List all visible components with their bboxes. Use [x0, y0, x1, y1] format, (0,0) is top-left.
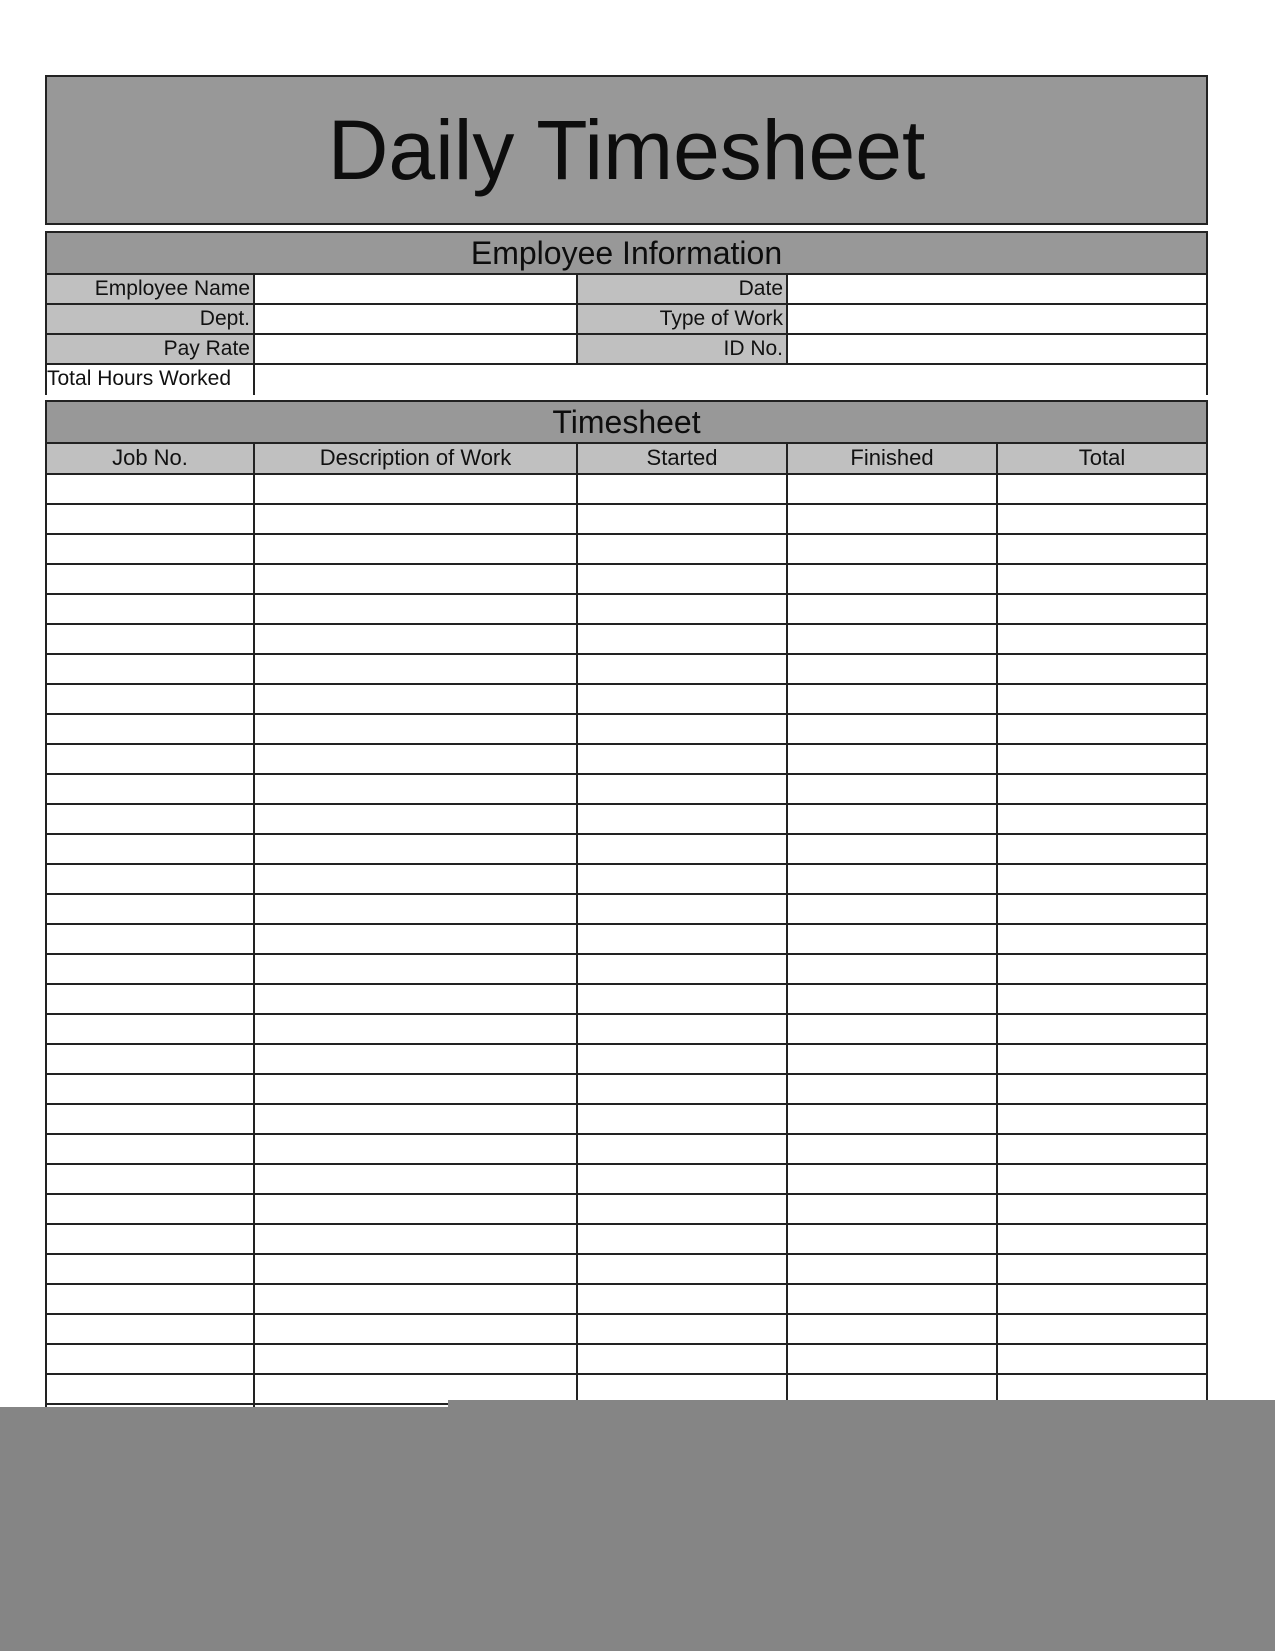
started-cell[interactable]	[578, 1255, 788, 1283]
table-row	[47, 1195, 1206, 1225]
table-row	[47, 1345, 1206, 1375]
finished-cell[interactable]	[788, 1075, 998, 1103]
total-cell[interactable]	[998, 745, 1206, 773]
finished-cell[interactable]	[788, 595, 998, 623]
finished-cell[interactable]	[788, 1375, 998, 1403]
job-no-cell[interactable]	[47, 715, 255, 743]
total-cell[interactable]	[998, 835, 1206, 863]
total-cell[interactable]	[998, 1345, 1206, 1373]
started-cell[interactable]	[578, 505, 788, 533]
job-no-cell[interactable]	[47, 955, 255, 983]
description-cell[interactable]	[255, 565, 578, 593]
job-no-cell[interactable]	[47, 685, 255, 713]
job-no-cell[interactable]	[47, 475, 255, 503]
total-cell[interactable]	[998, 535, 1206, 563]
table-row	[47, 595, 1206, 625]
started-cell[interactable]	[578, 1075, 788, 1103]
started-cell[interactable]	[578, 745, 788, 773]
description-cell[interactable]	[255, 895, 578, 923]
started-cell[interactable]	[578, 685, 788, 713]
job-no-cell[interactable]	[47, 1255, 255, 1283]
total-cell[interactable]	[998, 475, 1206, 503]
total-cell[interactable]	[998, 1015, 1206, 1043]
table-row	[47, 1225, 1206, 1255]
total-cell[interactable]	[998, 1105, 1206, 1133]
table-row	[47, 685, 1206, 715]
total-cell[interactable]	[998, 1195, 1206, 1223]
total-cell[interactable]	[998, 1285, 1206, 1313]
finished-cell[interactable]	[788, 1045, 998, 1073]
description-cell[interactable]	[255, 805, 578, 833]
description-cell[interactable]	[255, 1285, 578, 1313]
job-no-cell[interactable]	[47, 1075, 255, 1103]
job-no-cell[interactable]	[47, 925, 255, 953]
table-row	[47, 835, 1206, 865]
finished-cell[interactable]	[788, 1195, 998, 1223]
started-cell[interactable]	[578, 1195, 788, 1223]
finished-cell[interactable]	[788, 1285, 998, 1313]
finished-cell[interactable]	[788, 775, 998, 803]
started-cell[interactable]	[578, 925, 788, 953]
finished-cell[interactable]	[788, 685, 998, 713]
finished-cell[interactable]	[788, 925, 998, 953]
overlay-panel	[0, 1407, 1275, 1651]
job-no-cell[interactable]	[47, 985, 255, 1013]
total-cell[interactable]	[998, 505, 1206, 533]
dept-field[interactable]	[255, 305, 578, 333]
column-header-job-no: Job No.	[47, 444, 255, 473]
job-no-cell[interactable]	[47, 1195, 255, 1223]
employee-information-section	[45, 231, 1208, 395]
total-hours-label: Total Hours Worked	[47, 365, 255, 395]
table-row	[47, 565, 1206, 595]
finished-cell[interactable]	[788, 895, 998, 923]
finished-cell[interactable]	[788, 565, 998, 593]
total-cell[interactable]	[998, 715, 1206, 743]
job-no-cell[interactable]	[47, 745, 255, 773]
column-header-description: Description of Work	[255, 444, 578, 473]
type-of-work-label: Type of Work	[578, 305, 788, 333]
description-cell[interactable]	[255, 1135, 578, 1163]
timesheet-heading: Timesheet	[47, 402, 1206, 444]
job-no-cell[interactable]	[47, 1165, 255, 1193]
description-cell[interactable]	[255, 505, 578, 533]
column-header-finished: Finished	[788, 444, 998, 473]
description-cell[interactable]	[255, 925, 578, 953]
description-cell[interactable]	[255, 1015, 578, 1043]
description-cell[interactable]	[255, 775, 578, 803]
job-no-cell[interactable]	[47, 1225, 255, 1253]
total-cell[interactable]	[998, 1315, 1206, 1343]
total-cell[interactable]	[998, 925, 1206, 953]
job-no-cell[interactable]	[47, 835, 255, 863]
total-cell[interactable]	[998, 1165, 1206, 1193]
started-cell[interactable]	[578, 1315, 788, 1343]
description-cell[interactable]	[255, 1315, 578, 1343]
table-row	[47, 625, 1206, 655]
finished-cell[interactable]	[788, 1255, 998, 1283]
started-cell[interactable]	[578, 835, 788, 863]
description-cell[interactable]	[255, 475, 578, 503]
total-cell[interactable]	[998, 1135, 1206, 1163]
employee-information-heading: Employee Information	[47, 233, 1206, 275]
table-row	[47, 1075, 1206, 1105]
table-row	[47, 655, 1206, 685]
started-cell[interactable]	[578, 655, 788, 683]
finished-cell[interactable]	[788, 1315, 998, 1343]
total-cell[interactable]	[998, 685, 1206, 713]
started-cell[interactable]	[578, 805, 788, 833]
finished-cell[interactable]	[788, 835, 998, 863]
started-cell[interactable]	[578, 1015, 788, 1043]
table-row	[47, 955, 1206, 985]
employee-name-label: Employee Name	[47, 275, 255, 303]
description-cell[interactable]	[255, 1225, 578, 1253]
started-cell[interactable]	[578, 595, 788, 623]
description-cell[interactable]	[255, 1255, 578, 1283]
table-row	[47, 1105, 1206, 1135]
pay-rate-label: Pay Rate	[47, 335, 255, 363]
table-row	[47, 745, 1206, 775]
finished-cell[interactable]	[788, 805, 998, 833]
finished-cell[interactable]	[788, 475, 998, 503]
started-cell[interactable]	[578, 775, 788, 803]
table-row	[47, 505, 1206, 535]
description-cell[interactable]	[255, 835, 578, 863]
job-no-cell[interactable]	[47, 565, 255, 593]
table-row	[47, 715, 1206, 745]
finished-cell[interactable]	[788, 1015, 998, 1043]
started-cell[interactable]	[578, 985, 788, 1013]
total-cell[interactable]	[998, 1075, 1206, 1103]
started-cell[interactable]	[578, 1225, 788, 1253]
finished-cell[interactable]	[788, 985, 998, 1013]
column-header-started: Started	[578, 444, 788, 473]
description-cell[interactable]	[255, 865, 578, 893]
description-cell[interactable]	[255, 1375, 578, 1403]
total-cell[interactable]	[998, 655, 1206, 683]
description-cell[interactable]	[255, 1345, 578, 1373]
finished-cell[interactable]	[788, 1225, 998, 1253]
table-row	[47, 925, 1206, 955]
job-no-cell[interactable]	[47, 865, 255, 893]
employee-row	[47, 275, 1206, 305]
id-no-label: ID No.	[578, 335, 788, 363]
started-cell[interactable]	[578, 1105, 788, 1133]
started-cell[interactable]	[578, 1285, 788, 1313]
employee-row	[47, 335, 1206, 365]
timesheet-rows	[47, 475, 1206, 1408]
finished-cell[interactable]	[788, 625, 998, 653]
started-cell[interactable]	[578, 535, 788, 563]
started-cell[interactable]	[578, 895, 788, 923]
started-cell[interactable]	[578, 1135, 788, 1163]
finished-cell[interactable]	[788, 505, 998, 533]
total-cell[interactable]	[998, 595, 1206, 623]
employee-row	[47, 305, 1206, 335]
description-cell[interactable]	[255, 1195, 578, 1223]
table-row	[47, 805, 1206, 835]
job-no-cell[interactable]	[47, 535, 255, 563]
started-cell[interactable]	[578, 1375, 788, 1403]
total-cell[interactable]	[998, 955, 1206, 983]
total-cell[interactable]	[998, 895, 1206, 923]
job-no-cell[interactable]	[47, 775, 255, 803]
column-header-total: Total	[1078, 445, 1126, 470]
started-cell[interactable]	[578, 1165, 788, 1193]
finished-cell[interactable]	[788, 535, 998, 563]
started-cell[interactable]	[578, 1045, 788, 1073]
started-cell[interactable]	[578, 475, 788, 503]
total-cell[interactable]	[998, 775, 1206, 803]
job-no-cell[interactable]	[47, 1045, 255, 1073]
table-row	[47, 1255, 1206, 1285]
total-cell[interactable]	[998, 865, 1206, 893]
job-no-cell[interactable]	[47, 655, 255, 683]
employee-name-field[interactable]	[255, 275, 578, 303]
job-no-cell[interactable]	[47, 1345, 255, 1373]
job-no-cell[interactable]	[47, 805, 255, 833]
table-row	[47, 895, 1206, 925]
finished-cell[interactable]	[788, 1105, 998, 1133]
page-title: Daily Timesheet	[327, 103, 926, 197]
total-cell[interactable]	[998, 1225, 1206, 1253]
description-cell[interactable]	[255, 715, 578, 743]
table-row	[47, 1015, 1206, 1045]
total-cell[interactable]	[998, 565, 1206, 593]
finished-cell[interactable]	[788, 1165, 998, 1193]
started-cell[interactable]	[578, 955, 788, 983]
job-no-cell[interactable]	[47, 895, 255, 923]
pay-rate-field[interactable]	[255, 335, 578, 363]
table-row	[47, 865, 1206, 895]
started-cell[interactable]	[578, 1345, 788, 1373]
job-no-cell[interactable]	[47, 505, 255, 533]
started-cell[interactable]	[578, 625, 788, 653]
total-hours-field[interactable]	[255, 365, 1206, 395]
description-cell[interactable]	[255, 625, 578, 653]
finished-cell[interactable]	[788, 1135, 998, 1163]
table-row	[47, 1045, 1206, 1075]
description-cell[interactable]	[255, 1165, 578, 1193]
job-no-cell[interactable]	[47, 1135, 255, 1163]
started-cell[interactable]	[578, 565, 788, 593]
description-cell[interactable]	[255, 1045, 578, 1073]
table-row	[47, 1315, 1206, 1345]
total-cell[interactable]	[998, 1255, 1206, 1283]
job-no-cell[interactable]	[47, 1105, 255, 1133]
total-cell[interactable]	[998, 985, 1206, 1013]
description-cell[interactable]	[255, 955, 578, 983]
job-no-cell[interactable]	[47, 625, 255, 653]
job-no-cell[interactable]	[47, 1315, 255, 1343]
job-no-cell[interactable]	[47, 1375, 255, 1403]
finished-cell[interactable]	[788, 715, 998, 743]
table-row	[47, 535, 1206, 565]
description-cell[interactable]	[255, 1075, 578, 1103]
table-row	[47, 475, 1206, 505]
finished-cell[interactable]	[788, 745, 998, 773]
timesheet-section	[45, 400, 1208, 1408]
description-cell[interactable]	[255, 535, 578, 563]
finished-cell[interactable]	[788, 1345, 998, 1373]
table-row	[47, 1285, 1206, 1315]
dept-label: Dept.	[47, 305, 255, 333]
finished-cell[interactable]	[788, 955, 998, 983]
table-row	[47, 985, 1206, 1015]
total-cell[interactable]	[998, 1045, 1206, 1073]
started-cell[interactable]	[578, 715, 788, 743]
total-cell[interactable]	[998, 625, 1206, 653]
total-cell[interactable]	[998, 805, 1206, 833]
description-cell[interactable]	[255, 1105, 578, 1133]
type-of-work-field[interactable]	[788, 305, 1206, 333]
timesheet-column-headers	[47, 444, 1206, 475]
id-no-field[interactable]	[788, 335, 1206, 363]
job-no-cell[interactable]	[47, 595, 255, 623]
date-label: Date	[578, 275, 788, 303]
finished-cell[interactable]	[788, 655, 998, 683]
description-cell[interactable]	[255, 985, 578, 1013]
description-cell[interactable]	[255, 595, 578, 623]
finished-cell[interactable]	[788, 865, 998, 893]
job-no-cell[interactable]	[47, 1285, 255, 1313]
date-field[interactable]	[788, 275, 1206, 303]
total-cell[interactable]	[998, 1375, 1206, 1403]
employee-row	[47, 365, 1206, 395]
job-no-cell[interactable]	[47, 1015, 255, 1043]
title-banner	[45, 75, 1208, 225]
started-cell[interactable]	[578, 865, 788, 893]
table-row	[47, 1135, 1206, 1165]
table-row	[47, 1165, 1206, 1195]
description-cell[interactable]	[255, 685, 578, 713]
description-cell[interactable]	[255, 655, 578, 683]
table-row	[47, 775, 1206, 805]
description-cell[interactable]	[255, 745, 578, 773]
